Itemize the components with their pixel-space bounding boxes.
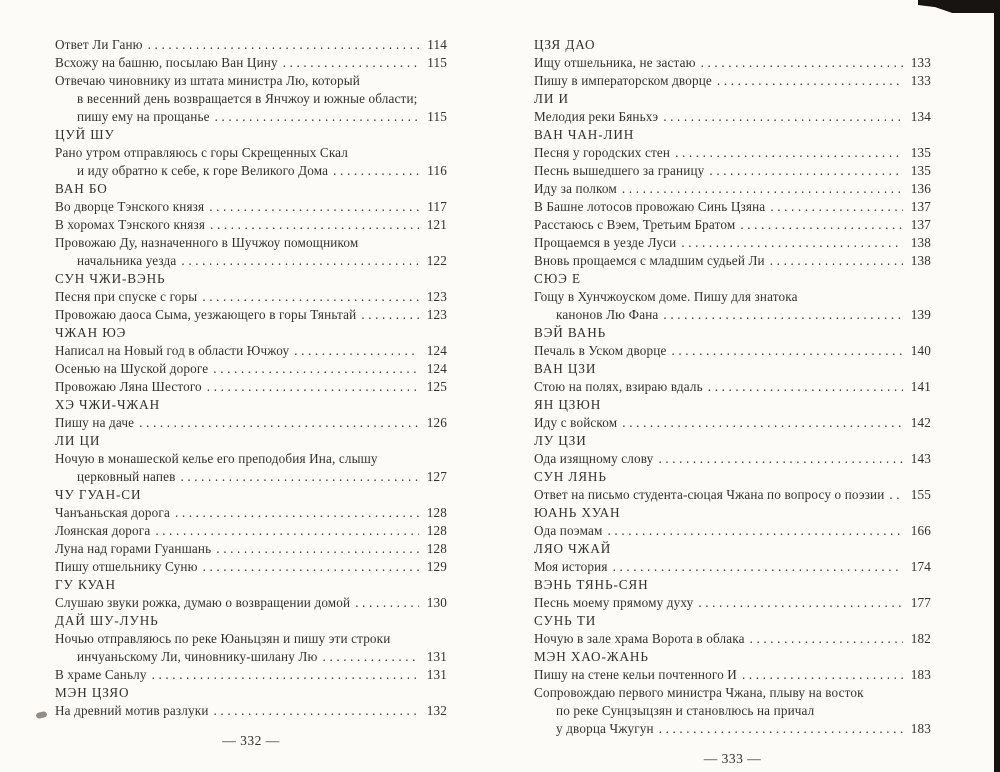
entry-page-number: 123 xyxy=(426,307,447,322)
folio-left: — 332 — xyxy=(222,733,280,748)
poet-name-heading: СЮЭ Е xyxy=(534,271,581,286)
scan-speck-artifact xyxy=(35,711,47,719)
toc-entry-line xyxy=(534,234,931,252)
entry-title: Песня у городских стен xyxy=(534,145,671,160)
poet-name-heading: ЛИ ЦИ xyxy=(55,433,101,448)
entry-page-number: 133 xyxy=(910,73,931,88)
entry-title: Прощаемся в уезде Луси xyxy=(534,235,677,250)
entry-title: В хоромах Тэнского князя xyxy=(55,217,206,232)
toc-entry-line xyxy=(55,378,447,396)
dot-leader xyxy=(889,486,903,504)
entry-title: Песнь вышедшего за границу xyxy=(534,163,705,178)
entry-title: Мелодия реки Бяньхэ xyxy=(534,109,659,124)
poet-name-heading: ЛИ И xyxy=(534,91,569,106)
dot-leader xyxy=(701,54,903,72)
entry-page-number: 135 xyxy=(910,163,931,178)
dot-leader xyxy=(658,450,903,468)
dot-leader xyxy=(214,702,419,720)
dot-leader xyxy=(740,216,903,234)
entry-page-number: 117 xyxy=(427,199,447,214)
toc-entry-line xyxy=(534,486,931,504)
entry-title: церковный напев xyxy=(77,469,176,484)
dot-leader xyxy=(209,198,419,216)
dot-leader xyxy=(148,36,419,54)
dot-leader xyxy=(681,234,903,252)
dot-leader xyxy=(672,342,904,360)
dot-leader xyxy=(742,666,903,684)
toc-entry-line xyxy=(55,162,447,180)
dot-leader xyxy=(139,414,419,432)
dot-leader xyxy=(663,108,903,126)
entry-title: Песня при спуске с горы xyxy=(55,289,198,304)
entry-title: Расстаюсь с Вэем, Третьим Братом xyxy=(534,217,736,232)
entry-page-number: 125 xyxy=(426,379,447,394)
poet-name-heading: ЛУ ЦЗИ xyxy=(534,433,587,448)
entry-page-number: 129 xyxy=(426,559,447,574)
toc-entry-line xyxy=(55,414,447,432)
entry-page-number: 131 xyxy=(426,667,447,682)
dot-leader xyxy=(750,630,903,648)
dot-leader xyxy=(333,162,419,180)
entry-title: На древний мотив разлуки xyxy=(55,703,209,718)
dot-leader xyxy=(355,594,419,612)
entry-page-number: 123 xyxy=(426,289,447,304)
poet-name-heading: ВЭЙ ВАНЬ xyxy=(534,325,607,340)
toc-entry-line xyxy=(534,180,931,198)
entry-title: начальника уезда xyxy=(77,253,177,268)
toc-entry-line xyxy=(534,198,931,216)
entry-page-number: 124 xyxy=(426,361,447,376)
dot-leader xyxy=(180,468,419,486)
entry-title: Песнь моему прямому духу xyxy=(534,595,694,610)
toc-entry-wrap-line: по реке Сунцзыцзян и становлюсь на причал xyxy=(556,703,815,718)
dot-leader xyxy=(608,522,903,540)
toc-entry-line xyxy=(534,720,931,738)
entry-title: Пишу отшельнику Суню xyxy=(55,559,198,574)
entry-title: Ода изящному слову xyxy=(534,451,654,466)
entry-title: Иду с войском xyxy=(534,415,618,430)
toc-page-left xyxy=(55,36,447,749)
entry-page-number: 128 xyxy=(426,505,447,520)
poet-name-heading: ЛЯО ЧЖАЙ xyxy=(534,541,612,556)
toc-entry-line xyxy=(534,594,931,612)
toc-entry-line xyxy=(55,108,447,126)
dot-leader xyxy=(622,414,903,432)
dot-leader xyxy=(283,54,419,72)
toc-entry-line xyxy=(55,702,447,720)
toc-entry-line xyxy=(534,216,931,234)
toc-entry-line xyxy=(534,306,931,324)
entry-title: Ответ Ли Ганю xyxy=(55,37,143,52)
dot-leader xyxy=(203,558,419,576)
entry-page-number: 138 xyxy=(910,253,931,268)
dot-leader xyxy=(216,540,419,558)
scan-edge-artifact xyxy=(994,0,1000,772)
entry-page-number: 137 xyxy=(910,217,931,232)
entry-title: Стою на полях, взираю вдаль xyxy=(534,379,703,394)
entry-page-number: 115 xyxy=(427,109,447,124)
entry-page-number: 131 xyxy=(426,649,447,664)
entry-title: Чанъаньская дорога xyxy=(55,505,170,520)
toc-entry-line xyxy=(534,342,931,360)
entry-page-number: 142 xyxy=(910,415,931,430)
toc-entry-wrap-line: Провожаю Ду, назначенного в Шучжоу помощником xyxy=(55,235,359,250)
entry-title: у дворца Чжугун xyxy=(556,721,654,736)
dot-leader xyxy=(323,648,419,666)
dot-leader xyxy=(152,666,419,684)
entry-page-number: 122 xyxy=(426,253,447,268)
dot-leader xyxy=(181,252,419,270)
entry-page-number: 155 xyxy=(910,487,931,502)
dot-leader xyxy=(709,162,903,180)
dot-leader xyxy=(155,522,419,540)
toc-entry-line xyxy=(55,648,447,666)
toc-entry-line xyxy=(55,468,447,486)
entry-title: Ищу отшельника, не застаю xyxy=(534,55,696,70)
poet-name-heading: ЧЖАН ЮЭ xyxy=(55,325,127,340)
toc-entry-line xyxy=(55,54,447,72)
toc-entry-line xyxy=(55,342,447,360)
entry-page-number: 128 xyxy=(426,541,447,556)
toc-entry-line xyxy=(55,594,447,612)
entry-page-number: 133 xyxy=(910,55,931,70)
dot-leader xyxy=(622,180,903,198)
toc-entry-wrap-line: Гощу в Хунчжоуском доме. Пишу для знатока xyxy=(534,289,798,304)
entry-title: Ответ на письмо студента-сюцая Чжана по вопросу о поэзии xyxy=(534,487,885,502)
toc-entry-line xyxy=(534,108,931,126)
poet-name-heading: ЦУЙ ШУ xyxy=(55,127,115,142)
poet-name-heading: ЧУ ГУАН-СИ xyxy=(55,487,142,502)
entry-page-number: 132 xyxy=(426,703,447,718)
toc-entry-line xyxy=(534,54,931,72)
entry-title: Провожаю даоса Сыма, уезжающего в горы Тяньтай xyxy=(55,307,357,322)
dot-leader xyxy=(210,216,419,234)
entry-page-number: 166 xyxy=(910,523,931,538)
toc-entry-line xyxy=(534,414,931,432)
toc-entry-line xyxy=(534,630,931,648)
entry-title: Слушаю звуки рожка, думаю о возвращении домой xyxy=(55,595,351,610)
entry-title: Луна над горами Гуаншань xyxy=(55,541,212,556)
poet-name-heading: ВЭНЬ ТЯНЬ-СЯН xyxy=(534,577,649,592)
entry-title: Пишу на стене кельи почтенного И xyxy=(534,667,737,682)
entry-page-number: 114 xyxy=(427,37,447,52)
dot-leader xyxy=(717,72,903,90)
poet-name-heading: МЭН ЦЗЯО xyxy=(55,685,130,700)
entry-page-number: 135 xyxy=(910,145,931,160)
entry-page-number: 137 xyxy=(910,199,931,214)
entry-title: Ночую в зале храма Ворота в облака xyxy=(534,631,745,646)
entry-title: Всхожу на башню, посылаю Ван Цину xyxy=(55,55,278,70)
entry-page-number: 126 xyxy=(426,415,447,430)
dot-leader xyxy=(659,720,903,738)
entry-page-number: 143 xyxy=(910,451,931,466)
entry-page-number: 136 xyxy=(910,181,931,196)
toc-entry-line xyxy=(534,558,931,576)
toc-entry-line xyxy=(55,558,447,576)
toc-entry-line xyxy=(55,216,447,234)
dot-leader xyxy=(770,198,903,216)
toc-entry-wrap-line: Ночью отправляюсь по реке Юаньцзян и пишу эти строки xyxy=(55,631,391,646)
toc-entry-wrap-line: Отвечаю чиновнику из штата министра Лю, который xyxy=(55,73,360,88)
entry-page-number: 138 xyxy=(910,235,931,250)
entry-page-number: 174 xyxy=(910,559,931,574)
poet-name-heading: СУН ЛЯНЬ xyxy=(534,469,607,484)
toc-entry-line xyxy=(55,522,447,540)
toc-entry-line xyxy=(534,72,931,90)
entry-title: В храме Саньлу xyxy=(55,667,147,682)
dot-leader xyxy=(708,378,903,396)
dot-leader xyxy=(213,360,419,378)
poet-name-heading: МЭН ХАО-ЖАНЬ xyxy=(534,649,649,664)
toc-entry-line xyxy=(55,666,447,684)
entry-page-number: 134 xyxy=(910,109,931,124)
entry-title: и иду обратно к себе, к горе Великого Дома xyxy=(77,163,329,178)
toc-entry-line xyxy=(534,162,931,180)
entry-page-number: 140 xyxy=(910,343,931,358)
entry-page-number: 177 xyxy=(910,595,931,610)
toc-entry-line xyxy=(55,252,447,270)
entry-title: Во дворце Тэнского князя xyxy=(55,199,205,214)
entry-page-number: 139 xyxy=(910,307,931,322)
entry-title: Печаль в Уском дворце xyxy=(534,343,667,358)
entry-page-number: 115 xyxy=(427,55,447,70)
dot-leader xyxy=(613,558,903,576)
entry-page-number: 127 xyxy=(426,469,447,484)
dot-leader xyxy=(770,252,903,270)
toc-entry-line xyxy=(55,36,447,54)
toc-entry-wrap-line: Рано утром отправляюсь с горы Скрещенных Скал xyxy=(55,145,349,160)
poet-name-heading: ЯН ЦЗЮН xyxy=(534,397,602,412)
entry-page-number: 141 xyxy=(910,379,931,394)
poet-name-heading: ВАН БО xyxy=(55,181,108,196)
toc-entry-wrap-line: Сопровождаю первого министра Чжана, плыву на восток xyxy=(534,685,864,700)
toc-entry-line xyxy=(55,306,447,324)
scan-corner-artifact xyxy=(918,0,996,13)
dot-leader xyxy=(175,504,419,522)
entry-title: В Башне лотосов провожаю Синь Цзяна xyxy=(534,199,766,214)
toc-entry-line xyxy=(534,144,931,162)
poet-name-heading: ХЭ ЧЖИ-ЧЖАН xyxy=(55,397,160,412)
entry-title: канонов Лю Фана xyxy=(556,307,659,322)
toc-entry-line xyxy=(534,450,931,468)
toc-entries-right xyxy=(534,36,931,738)
toc-page-right xyxy=(534,36,931,767)
toc-entry-line xyxy=(534,252,931,270)
entry-title: Ода поэмам xyxy=(534,523,603,538)
toc-entry-line xyxy=(55,540,447,558)
entry-title: Моя история xyxy=(534,559,608,574)
poet-name-heading: СУН ЧЖИ-ВЭНЬ xyxy=(55,271,166,286)
entry-page-number: 183 xyxy=(910,667,931,682)
dot-leader xyxy=(663,306,903,324)
entry-title: Лоянская дорога xyxy=(55,523,151,538)
toc-entry-line xyxy=(534,378,931,396)
entry-title: Иду за полком xyxy=(534,181,617,196)
dot-leader xyxy=(207,378,419,396)
poet-name-heading: ВАН ЦЗИ xyxy=(534,361,597,376)
entry-page-number: 116 xyxy=(427,163,447,178)
entry-title: пишу ему на прощанье xyxy=(77,109,210,124)
entry-page-number: 124 xyxy=(426,343,447,358)
toc-entry-line xyxy=(55,504,447,522)
dot-leader xyxy=(294,342,419,360)
toc-entry-wrap-line: Ночую в монашеской келье его преподобия Ина, слышу xyxy=(55,451,378,466)
poet-name-heading: ЦЗЯ ДАО xyxy=(534,37,596,52)
toc-entry-line xyxy=(55,288,447,306)
folio-right: — 333 — xyxy=(703,751,762,766)
dot-leader xyxy=(215,108,419,126)
toc-entry-line xyxy=(534,522,931,540)
dot-leader xyxy=(361,306,419,324)
entry-page-number: 128 xyxy=(426,523,447,538)
dot-leader xyxy=(202,288,419,306)
toc-entry-wrap-line: в весенний день возвращается в Янчжоу и южные области; xyxy=(77,91,418,106)
entry-title: Осенью на Шуской дороге xyxy=(55,361,209,376)
entry-title: Пишу в императорском дворце xyxy=(534,73,712,88)
poet-name-heading: ДАЙ ШУ-ЛУНЬ xyxy=(55,613,159,628)
dot-leader xyxy=(698,594,903,612)
dot-leader xyxy=(675,144,903,162)
toc-entry-line xyxy=(55,360,447,378)
toc-entry-line xyxy=(55,198,447,216)
entry-page-number: 130 xyxy=(426,595,447,610)
entry-page-number: 183 xyxy=(910,721,931,736)
poet-name-heading: ГУ КУАН xyxy=(55,577,116,592)
poet-name-heading: ВАН ЧАН-ЛИН xyxy=(534,127,635,142)
entry-title: Провожаю Ляна Шестого xyxy=(55,379,202,394)
entry-title: Вновь прощаемся с младшим судьей Ли xyxy=(534,253,765,268)
entry-title: Пишу на даче xyxy=(55,415,135,430)
toc-entries-left xyxy=(55,36,447,720)
poet-name-heading: СУНЬ ТИ xyxy=(534,613,597,628)
entry-page-number: 121 xyxy=(426,217,447,232)
entry-title: инчуаньскому Ли, чиновнику-шилану Лю xyxy=(77,649,318,664)
toc-entry-line xyxy=(534,666,931,684)
entry-title: Написал на Новый год в области Ючжоу xyxy=(55,343,290,358)
entry-page-number: 182 xyxy=(910,631,931,646)
poet-name-heading: ЮАНЬ ХУАН xyxy=(534,505,621,520)
